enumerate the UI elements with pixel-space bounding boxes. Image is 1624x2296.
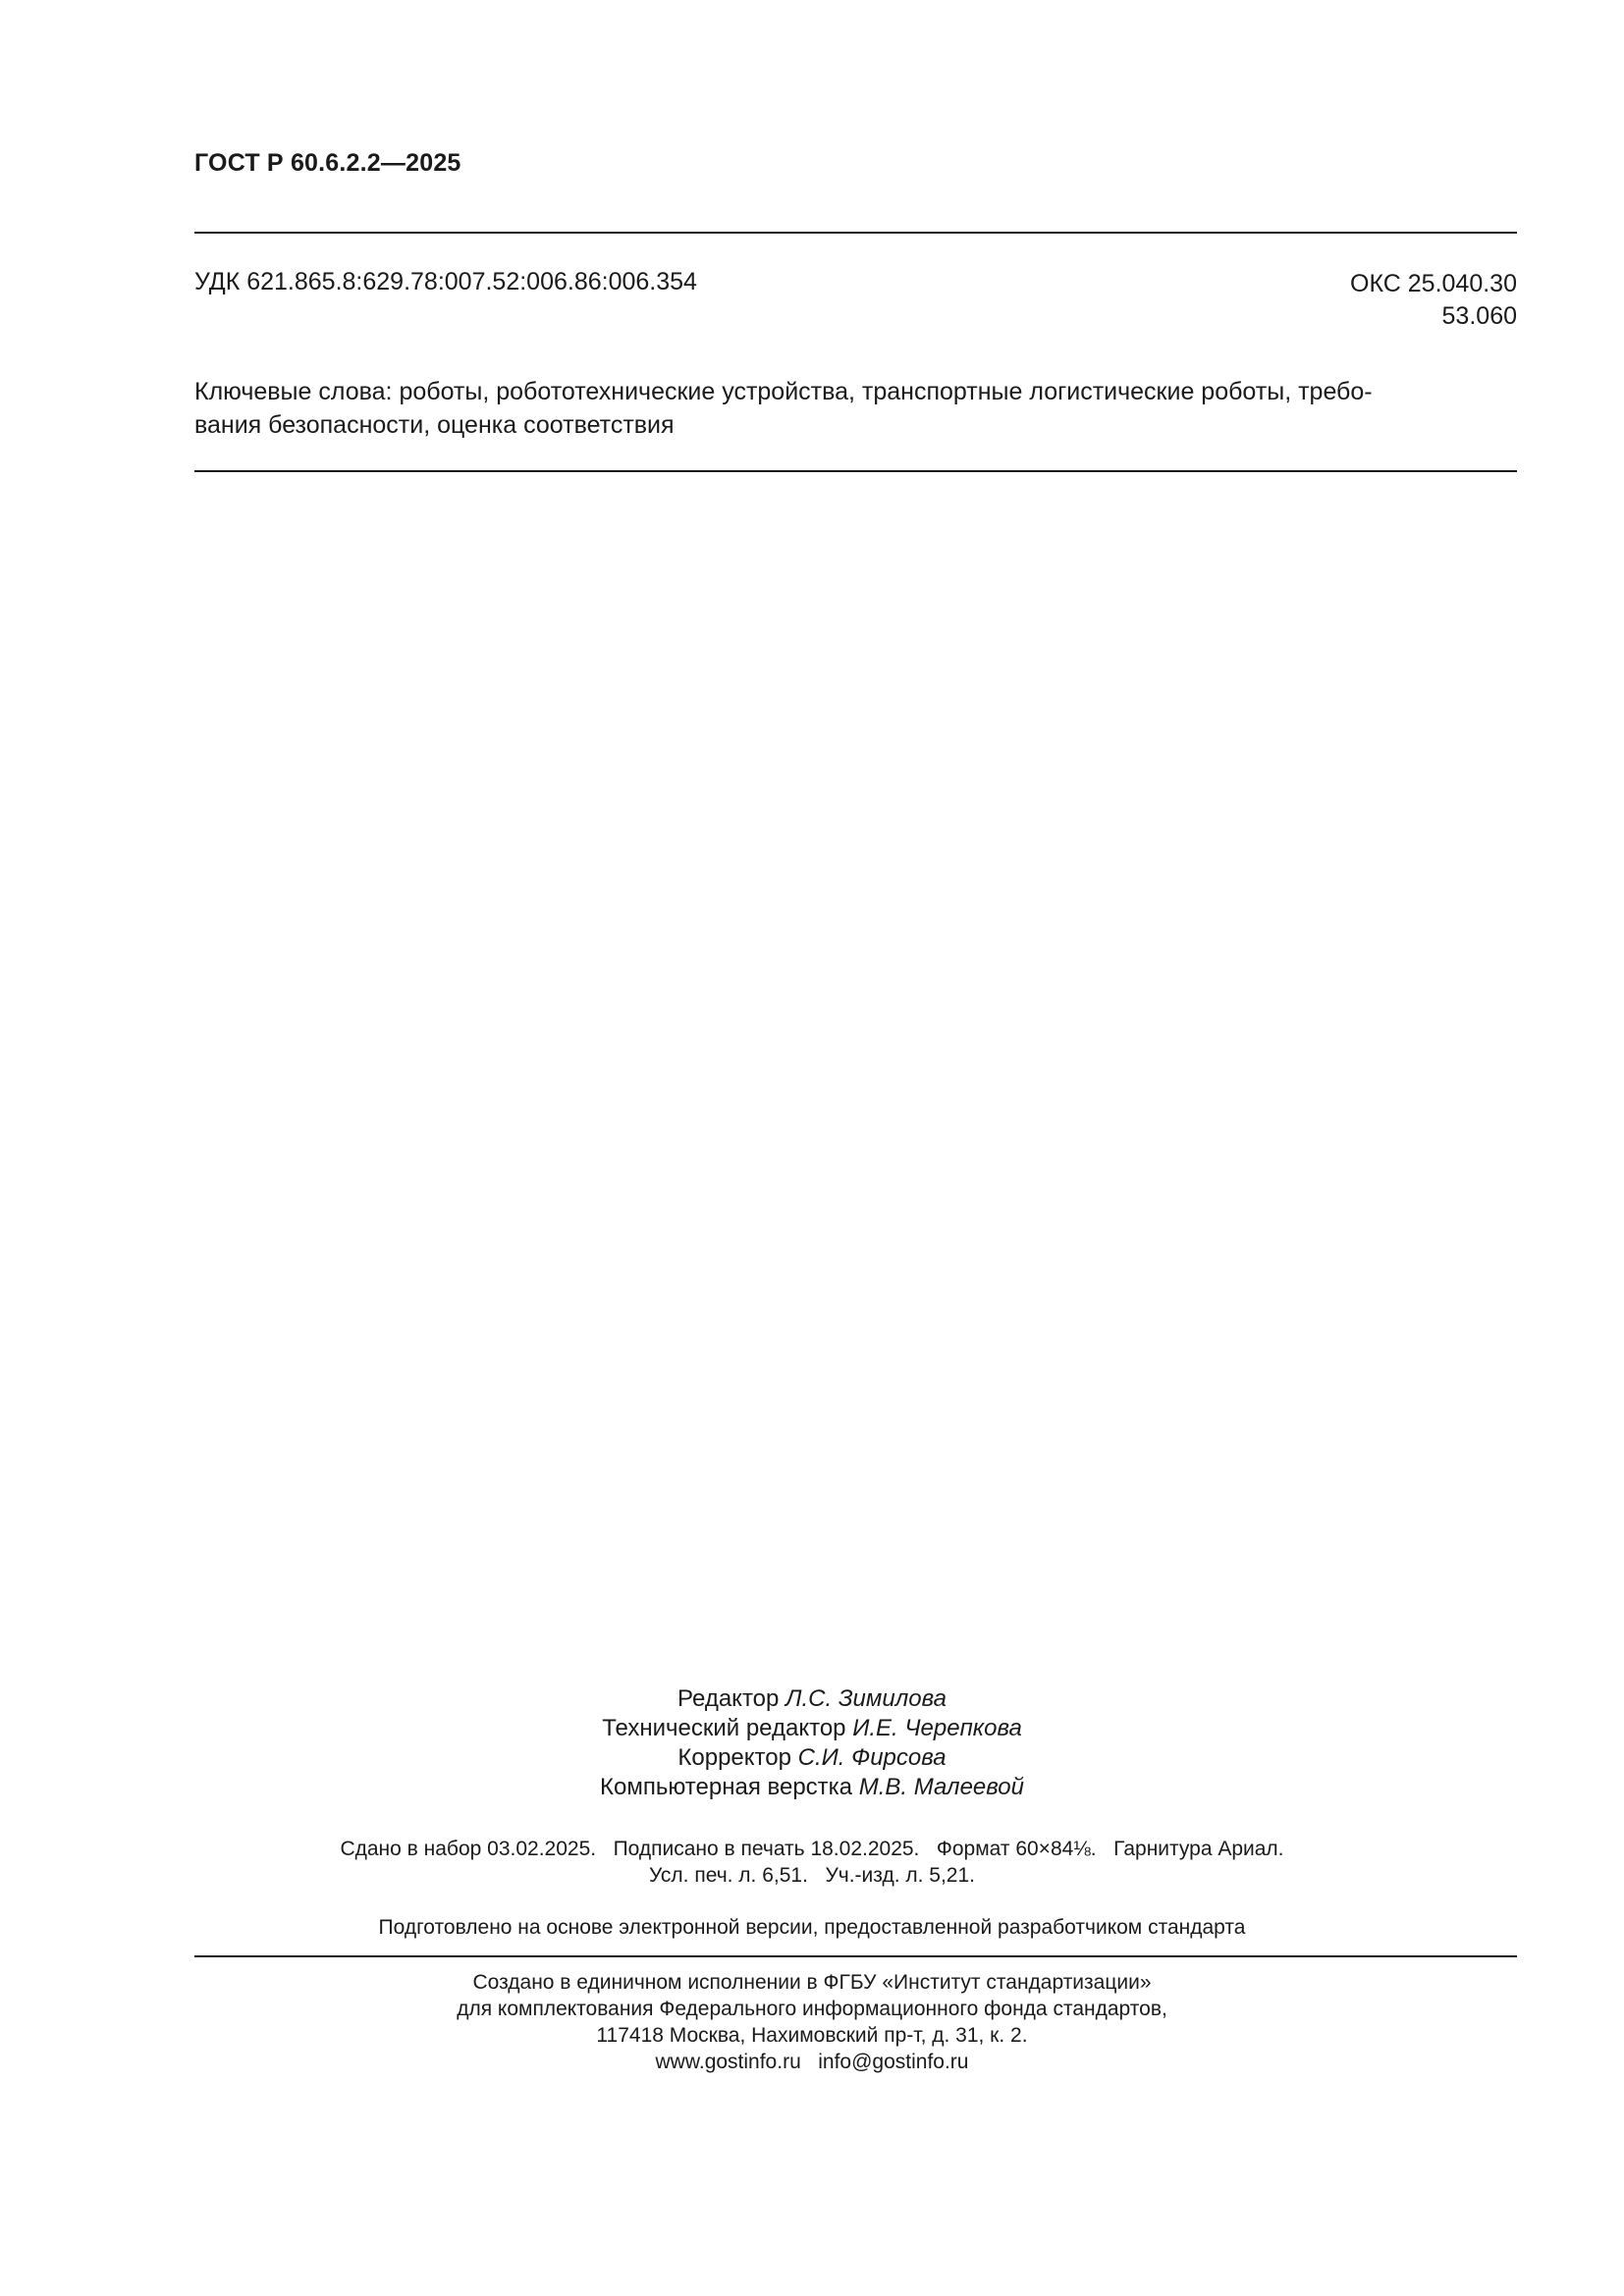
credit-tech-editor bbox=[0, 1714, 1624, 1743]
credit-editor-name: Л.С. Зимилова bbox=[785, 1685, 947, 1712]
imprint-line-2: Усл. печ. л. 6,51. Уч.-изд. л. 5,21. bbox=[648, 1864, 975, 1887]
credit-corrector bbox=[0, 1743, 1624, 1773]
credits-block bbox=[0, 1684, 1624, 1802]
credit-layout-role: Компьютерная верстка bbox=[600, 1774, 859, 1800]
publisher-block bbox=[0, 1969, 1624, 2075]
standard-code-header: ГОСТ Р 60.6.2.2—2025 bbox=[194, 149, 461, 177]
publisher-divider bbox=[194, 1955, 1517, 1957]
credit-editor-role: Редактор bbox=[677, 1685, 786, 1712]
publisher-line-3: 117418 Москва, Нахимовский пр-т, д. 31, к. 2. bbox=[596, 2024, 1028, 2047]
oks-code-secondary: 53.060 bbox=[1441, 302, 1517, 330]
keywords-line-2: вания безопасности, оценка соответствия bbox=[194, 411, 675, 439]
credit-corrector-role: Корректор bbox=[677, 1744, 798, 1771]
oks-code-primary: ОКС 25.040.30 bbox=[1350, 270, 1517, 297]
imprint-block bbox=[0, 1836, 1624, 1889]
imprint-line-1: Сдано в набор 03.02.2025. Подписано в печать 18.02.2025. Формат 60×84⅛. Гарнитура Ариал. bbox=[340, 1838, 1284, 1860]
keywords-divider bbox=[194, 470, 1517, 472]
publisher-line-1: Создано в единичном исполнении в ФГБУ «Институт стандартизации» bbox=[472, 1971, 1152, 1994]
credit-tech-editor-name: И.Е. Черепкова bbox=[852, 1715, 1022, 1741]
udk-code: УДК 621.865.8:629.78:007.52:006.86:006.354 bbox=[194, 268, 697, 295]
top-divider bbox=[194, 232, 1517, 234]
credit-corrector-name: С.И. Фирсова bbox=[797, 1744, 947, 1771]
prepared-note: Подготовлено на основе электронной версии, предоставленной разработчиком стандарта bbox=[378, 1916, 1246, 1939]
publisher-contacts: www.gostinfo.ru info@gostinfo.ru bbox=[655, 2051, 969, 2073]
credit-layout bbox=[0, 1773, 1624, 1802]
keywords-line-1: Ключевые слова: роботы, робототехнические устройства, транспортные логистические роботы, требо- bbox=[194, 378, 1373, 405]
credit-layout-name: М.В. Малеевой bbox=[858, 1774, 1024, 1800]
keywords-paragraph bbox=[194, 375, 1517, 442]
credit-editor bbox=[0, 1684, 1624, 1714]
oks-codes bbox=[1350, 268, 1517, 333]
publisher-line-2: для комплектования Федерального информационного фонда стандартов, bbox=[457, 1998, 1167, 2020]
credit-tech-editor-role: Технический редактор bbox=[602, 1715, 853, 1741]
